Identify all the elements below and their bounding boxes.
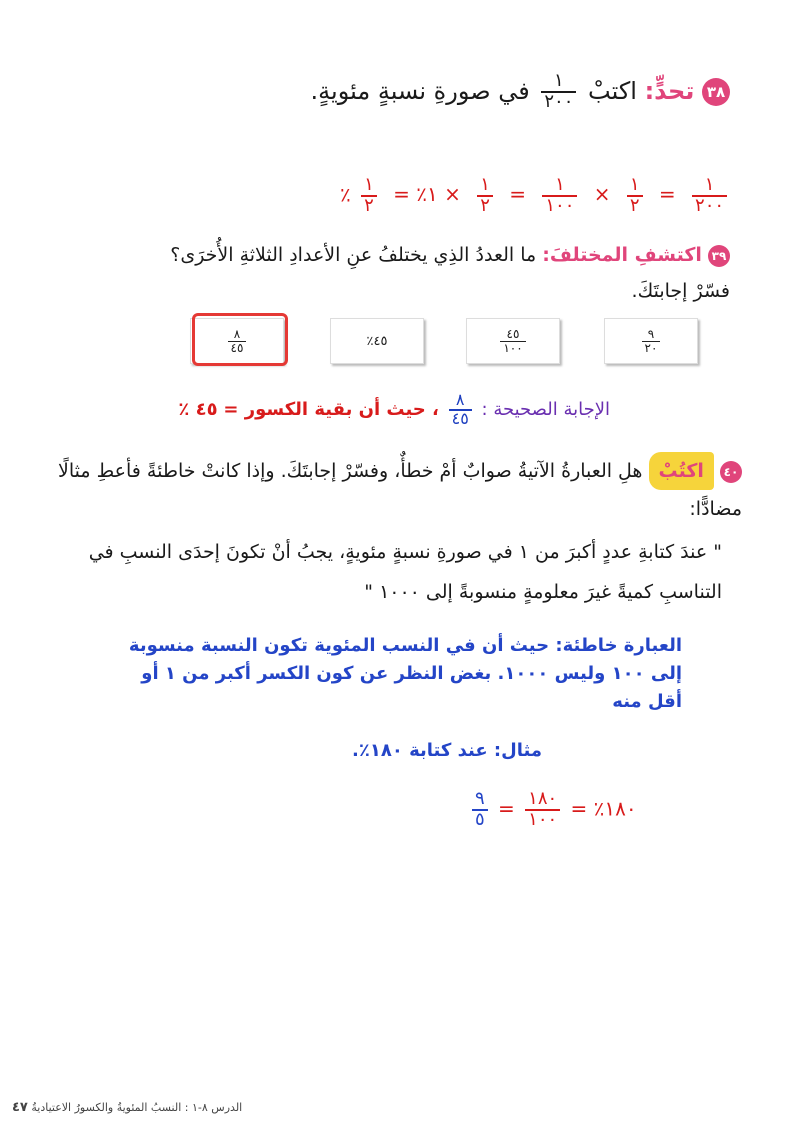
numerator: ١ bbox=[480, 174, 490, 195]
fraction bbox=[642, 328, 661, 354]
fraction bbox=[472, 790, 488, 830]
problem-number: ٤٠ bbox=[720, 461, 742, 483]
fraction bbox=[525, 790, 560, 830]
problem-label: تحدٍّ: bbox=[644, 76, 695, 105]
fraction bbox=[361, 176, 377, 216]
fraction bbox=[692, 176, 727, 216]
problem-40 bbox=[42, 452, 742, 528]
card-value: ٪٤٥ bbox=[366, 333, 388, 349]
problem-39 bbox=[50, 237, 730, 309]
operator: = ٪١ × bbox=[393, 182, 461, 207]
problem-number: ٣٩ bbox=[708, 245, 730, 267]
denominator: ٢٠٠ bbox=[541, 91, 576, 112]
solution-40 bbox=[468, 790, 637, 830]
denominator: ١٠٠ bbox=[500, 341, 525, 355]
denominator: ٤٥ bbox=[228, 341, 247, 355]
problem-text: هلِ العبارةُ الآتيةُ صوابٌ أمْ خطأٌ، وفسّرْ إجابتَكَ. وإذا كانتْ خاطئةً فأعطِ مثالًا مضادًّا: bbox=[58, 460, 742, 520]
numerator: ١ bbox=[554, 70, 564, 91]
denominator: ٥ bbox=[472, 809, 488, 830]
numerator: ٨ bbox=[455, 390, 465, 409]
lesson-title: النسبُ المئويةُ والكسورُ الاعتياديةُ bbox=[31, 1101, 182, 1114]
fraction bbox=[500, 328, 525, 354]
highlight-box bbox=[192, 313, 288, 366]
problem-38 bbox=[311, 72, 730, 112]
answer-prefix: الإجابة الصحيحة : bbox=[481, 398, 610, 420]
denominator: ٢ bbox=[361, 195, 377, 216]
fraction bbox=[627, 176, 643, 216]
page-number: ٤٧ bbox=[12, 1100, 28, 1115]
operator: = ٪١٨٠ bbox=[570, 796, 637, 821]
fraction bbox=[541, 72, 576, 112]
numerator: ٩ bbox=[647, 326, 655, 341]
percent-sign: ٪ bbox=[340, 182, 351, 207]
problem-number: ٣٨ bbox=[702, 78, 730, 106]
denominator: ١٠٠ bbox=[542, 195, 577, 216]
denominator: ٤٥ bbox=[449, 409, 472, 428]
problem-label: اكتُبْ bbox=[649, 452, 714, 490]
answer-value: ٤٥ ٪ bbox=[178, 398, 218, 420]
answer-middle: ، حيث أن بقية الكسور = bbox=[223, 398, 439, 420]
quoted-statement: " عندَ كتابةِ عددٍ أكبرَ من ١ في صورةِ نسبةٍ مئويةٍ، يجبُ أنْ تكونَ إحدَى النسبِ في التناسبِ كميةً غيرَ معلومةٍ منسوبةً إلى ١٠٠٠ " bbox=[88, 541, 722, 603]
answer-40: العبارة خاطئة: حيث أن في النسب المئوية تكون النسبة منسوبة إلى ١٠٠ وليس ١٠٠٠. بغض النظر عن كون الكسر أكبر من ١ أو أقل منه bbox=[128, 635, 682, 712]
fraction bbox=[477, 176, 493, 216]
problem-text: اكتبْ bbox=[588, 76, 637, 105]
operator: = bbox=[658, 182, 676, 207]
fraction bbox=[542, 176, 577, 216]
page-footer bbox=[12, 1100, 242, 1115]
denominator: ٢ bbox=[627, 195, 643, 216]
numerator: ١ bbox=[629, 174, 640, 195]
numerator: ٩ bbox=[475, 788, 485, 809]
denominator: ١٠٠ bbox=[525, 809, 560, 830]
numerator: ١ bbox=[364, 174, 374, 195]
card-option-3[interactable] bbox=[466, 318, 560, 364]
problem-text: في صورةِ نسبةٍ مئويةٍ. bbox=[310, 76, 530, 105]
denominator: ٢٠ bbox=[642, 341, 661, 355]
operator: = bbox=[509, 182, 527, 207]
example-40: مثال: عند كتابة ١٨٠٪. bbox=[352, 740, 542, 761]
card-option-2[interactable] bbox=[330, 318, 424, 364]
fraction bbox=[449, 392, 472, 428]
solution-38 bbox=[340, 176, 731, 216]
numerator: ١ bbox=[555, 174, 565, 195]
numerator: ١ bbox=[704, 174, 715, 195]
denominator: ٢ bbox=[477, 195, 493, 216]
numerator: ١٨٠ bbox=[528, 788, 558, 809]
denominator: ٢٠٠ bbox=[692, 195, 727, 216]
numerator: ٤٥ bbox=[506, 326, 520, 341]
card-option-4[interactable] bbox=[604, 318, 698, 364]
problem-text: ما العددُ الذِي يختلفُ عنِ الأعدادِ الثلاثةِ الأُخرَى؟ bbox=[170, 244, 537, 266]
problem-label: اكتشفِ المختلفَ: bbox=[542, 244, 702, 266]
answer-39 bbox=[178, 392, 610, 428]
numerator: ٨ bbox=[233, 326, 241, 341]
lesson-label: الدرس ٨-١ : bbox=[184, 1101, 243, 1114]
operator: × bbox=[593, 182, 611, 207]
problem-text: فسّرْ إجابتَكَ. bbox=[631, 280, 730, 302]
operator: = bbox=[498, 796, 515, 821]
